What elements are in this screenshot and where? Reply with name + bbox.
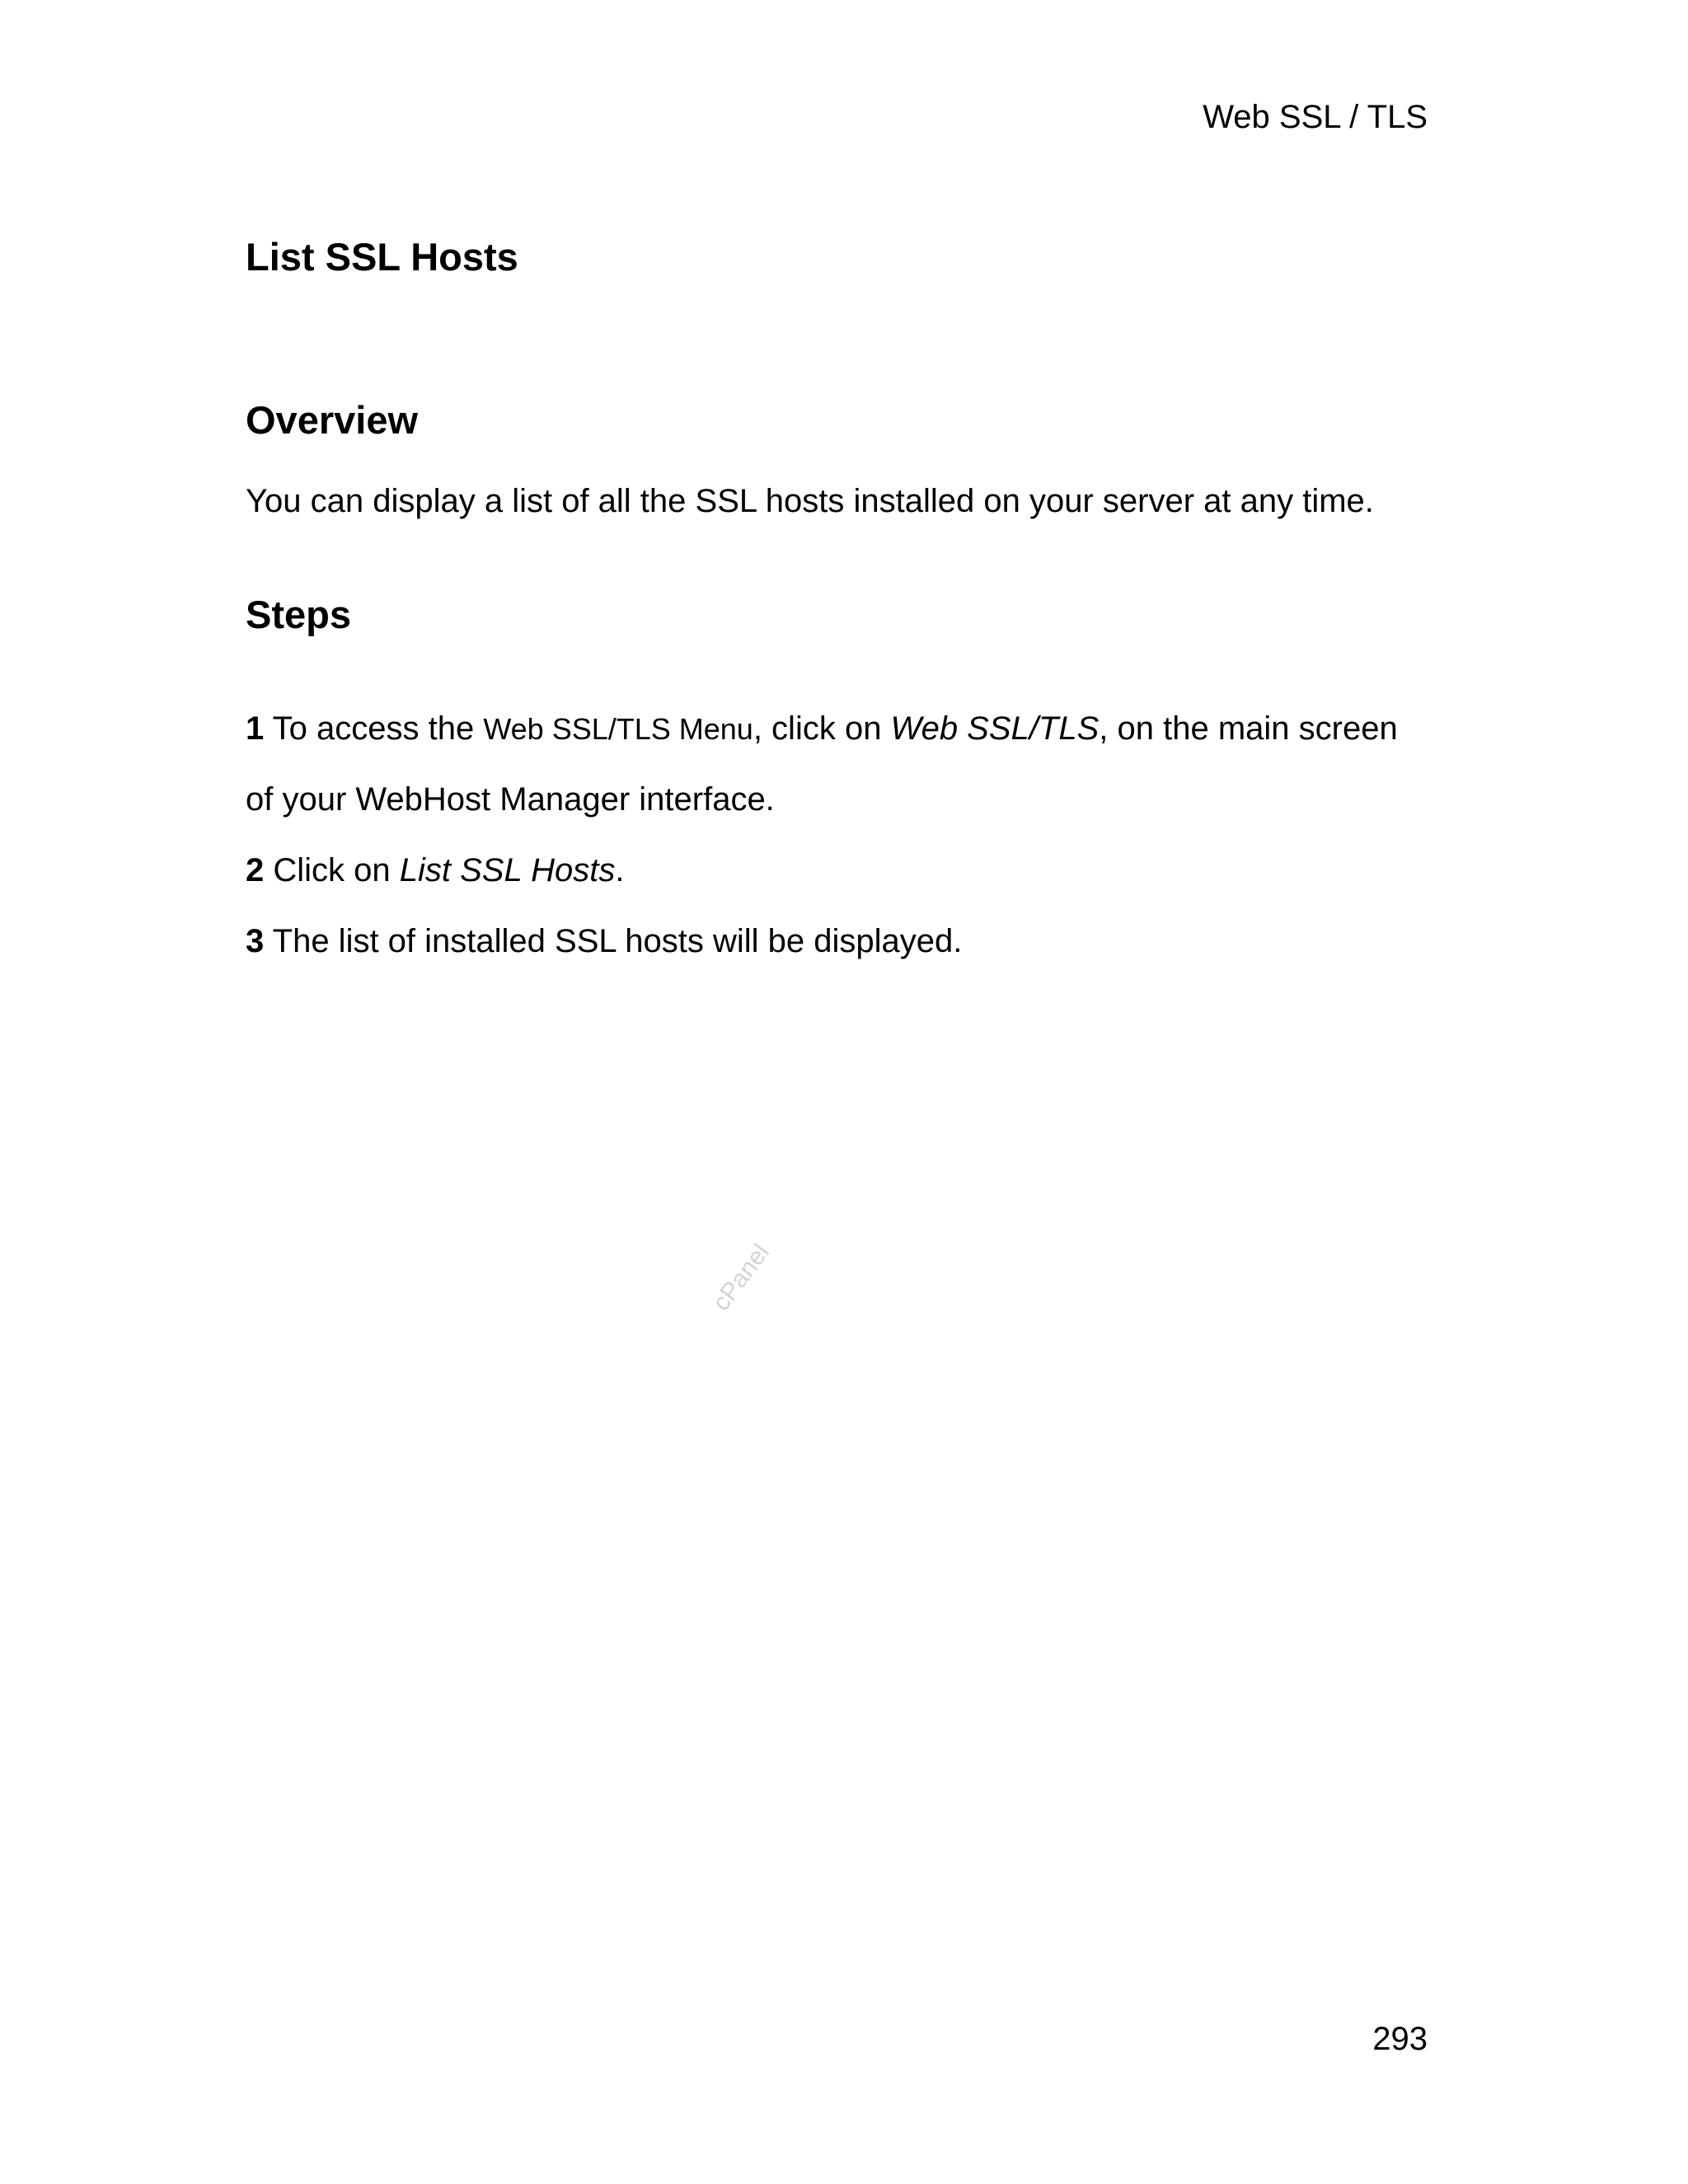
menu-name: Web SSL/TLS Menu: [483, 712, 753, 746]
step-3: [246, 921, 962, 961]
step-2: [246, 851, 624, 890]
step-text: , on the main screen: [1099, 710, 1398, 747]
running-header: Web SSL / TLS: [1203, 99, 1428, 135]
step-emphasis: List SSL Hosts: [399, 852, 616, 888]
step-text: To access the: [264, 710, 484, 747]
step-text: Click on: [264, 852, 400, 888]
watermark: cPanel: [707, 1239, 775, 1316]
step-text: The list of installed SSL hosts will be displayed.: [264, 923, 963, 959]
step-1: [246, 709, 1398, 749]
step-number: 3: [246, 923, 265, 959]
step-emphasis: Web SSL/TLS: [890, 710, 1100, 747]
steps-heading: Steps: [246, 593, 351, 636]
step-number: 1: [246, 710, 265, 747]
step-text: , click on: [753, 710, 891, 747]
overview-text: You can display a list of all the SSL hosts installed on your server at any time.: [246, 483, 1374, 519]
page-number: 293: [1372, 2021, 1428, 2057]
overview-heading: Overview: [246, 398, 419, 442]
step-1-continuation: of your WebHost Manager interface.: [246, 781, 775, 818]
step-text: .: [615, 852, 625, 888]
page-title: List SSL Hosts: [246, 235, 518, 279]
step-number: 2: [246, 852, 265, 888]
